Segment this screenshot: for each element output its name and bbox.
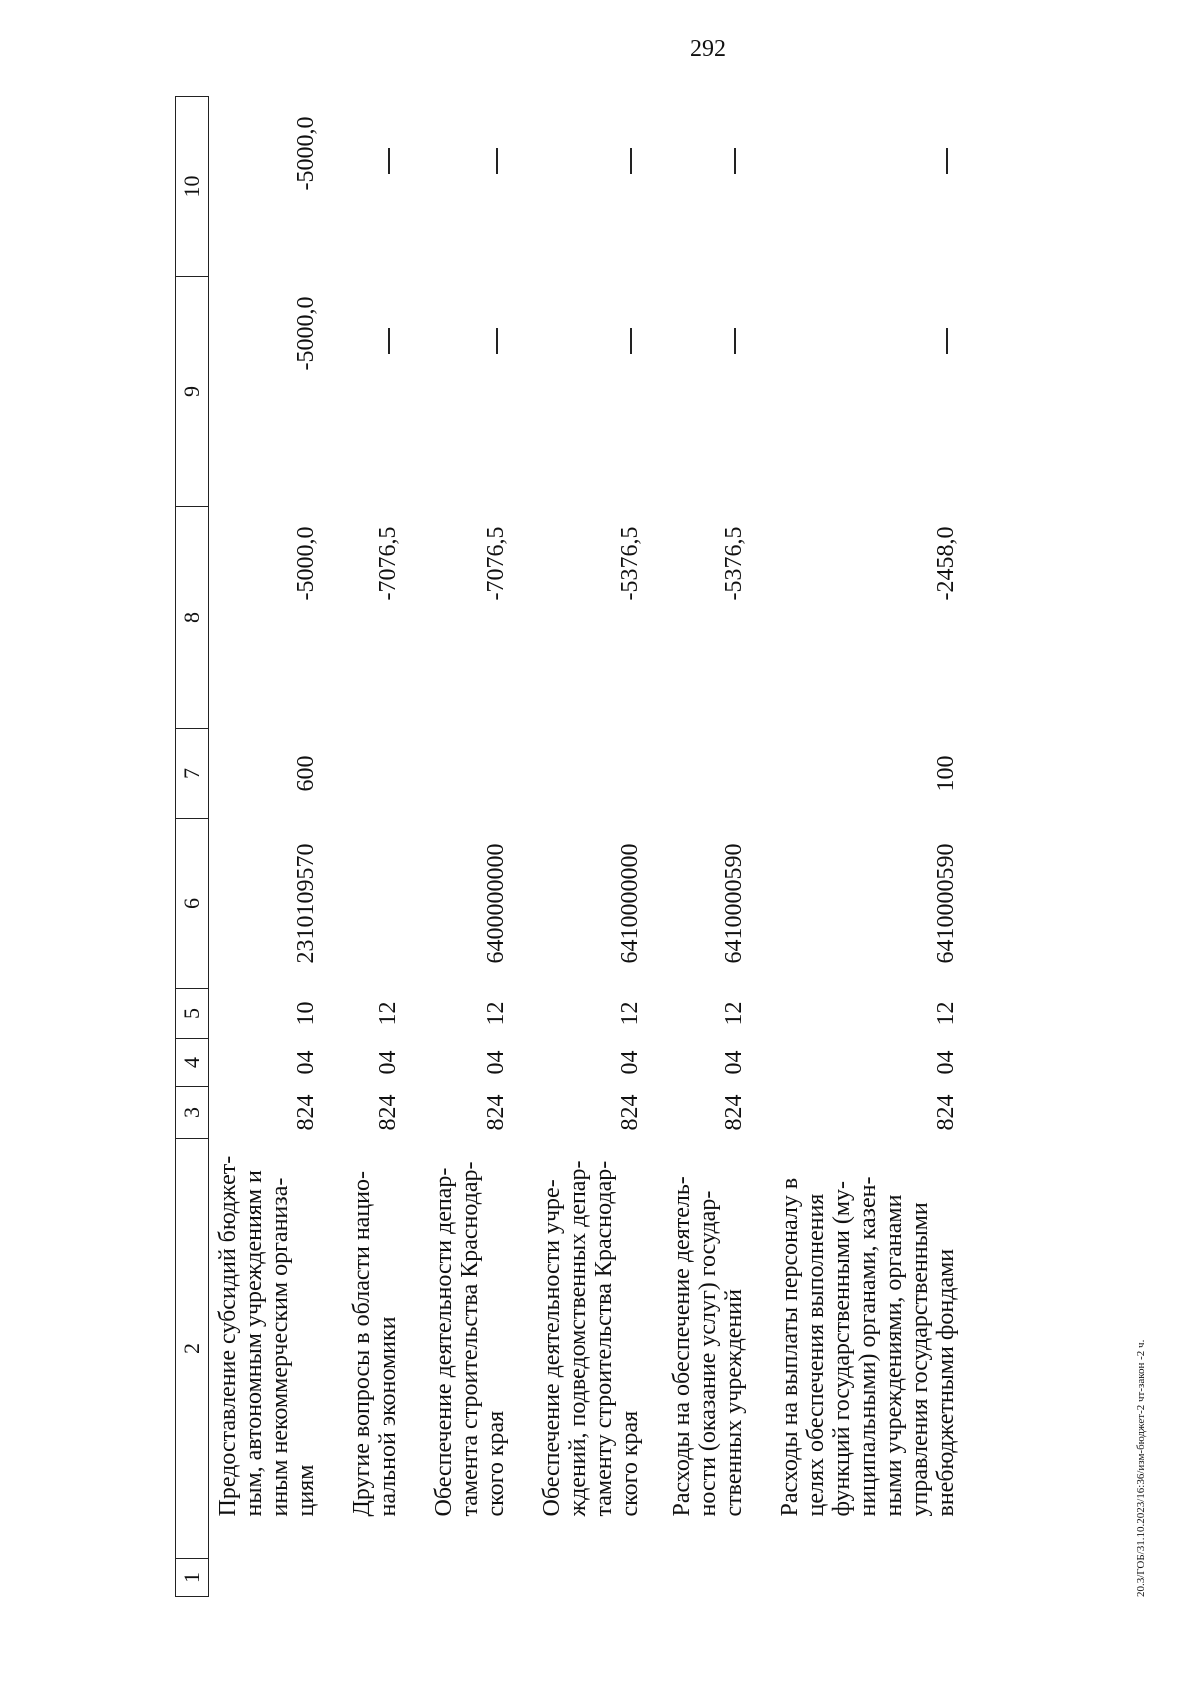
page-number: 292 bbox=[690, 36, 726, 62]
spacer-cell bbox=[747, 97, 771, 1597]
cell-col1 bbox=[425, 1559, 509, 1597]
budget-table bbox=[175, 96, 959, 1597]
cell-c8-amount: -5376,5 bbox=[617, 526, 643, 601]
cell-c8-amount: -7076,5 bbox=[375, 526, 401, 601]
cell-c6 bbox=[343, 819, 401, 989]
item-name-line: целях обеспечения выполнения bbox=[803, 1193, 829, 1517]
item-name-line: функций государственными (му- bbox=[829, 1180, 855, 1517]
col-header-9: 9 bbox=[176, 277, 209, 507]
cell-c9-dash bbox=[533, 277, 643, 507]
cell-c4: 04 bbox=[293, 1050, 319, 1075]
rotated-table-sheet bbox=[175, 97, 1135, 1597]
row-spacer bbox=[401, 97, 425, 1597]
cell-c3: 824 bbox=[721, 1094, 747, 1131]
item-name-line: нальной экономики bbox=[375, 1316, 401, 1517]
cell-c7 bbox=[533, 729, 643, 819]
table-body bbox=[209, 97, 960, 1597]
dash-mark bbox=[734, 329, 736, 355]
cell-c5: 12 bbox=[721, 1001, 747, 1026]
table-row bbox=[663, 97, 747, 1597]
cell-col1 bbox=[663, 1559, 747, 1597]
item-name-line: Расходы на выплаты персоналу в bbox=[777, 1177, 803, 1517]
col-header-2: 2 bbox=[176, 1139, 209, 1559]
item-name-line: ными учреждениями, органами bbox=[881, 1194, 907, 1517]
item-name-line: иным некоммерческим организа- bbox=[267, 1177, 293, 1517]
dash-mark bbox=[630, 329, 632, 355]
cell-c7 bbox=[663, 729, 747, 819]
col-header-8: 8 bbox=[176, 507, 209, 729]
cell-c6: 6410000590 bbox=[933, 843, 959, 964]
dash-mark bbox=[388, 149, 390, 175]
col-header-4: 4 bbox=[176, 1039, 209, 1087]
cell-c5: 12 bbox=[375, 1001, 401, 1026]
cell-c10-dash bbox=[533, 97, 643, 277]
item-name-line: Другие вопросы в области нацио- bbox=[349, 1170, 375, 1517]
table-row bbox=[343, 97, 401, 1597]
row-spacer bbox=[319, 97, 343, 1597]
cell-c10-amount: -5000,0 bbox=[293, 116, 319, 191]
cell-item-name bbox=[771, 1139, 959, 1559]
item-name-line: Расходы на обеспечение деятель- bbox=[669, 1176, 695, 1517]
cell-c8-amount: -7076,5 bbox=[483, 526, 509, 601]
cell-c10-dash bbox=[771, 97, 959, 277]
table-row bbox=[771, 97, 959, 1597]
item-name-line: Обеспечение деятельности депар- bbox=[431, 1167, 457, 1517]
item-name-line: ждений, подведомственных депар- bbox=[565, 1160, 591, 1517]
cell-c3: 824 bbox=[375, 1094, 401, 1131]
dash-mark bbox=[946, 329, 948, 355]
table-row bbox=[425, 97, 509, 1597]
cell-c9-amount: -5000,0 bbox=[293, 296, 319, 371]
cell-col1 bbox=[209, 1559, 320, 1597]
item-name-line: управления государственными bbox=[907, 1202, 933, 1517]
row-spacer bbox=[509, 97, 533, 1597]
spacer-cell bbox=[509, 97, 533, 1597]
item-name-line: тамента строительства Краснодар- bbox=[457, 1161, 483, 1517]
cell-c6: 6410000000 bbox=[617, 843, 643, 964]
cell-c9-dash bbox=[663, 277, 747, 507]
cell-c10-dash bbox=[663, 97, 747, 277]
column-number-header bbox=[176, 97, 209, 1597]
cell-c4: 04 bbox=[483, 1050, 509, 1075]
row-spacer bbox=[747, 97, 771, 1597]
cell-item-name bbox=[533, 1139, 643, 1559]
cell-c9-dash bbox=[425, 277, 509, 507]
cell-c3: 824 bbox=[293, 1094, 319, 1131]
cell-c4: 04 bbox=[721, 1050, 747, 1075]
cell-c7 bbox=[343, 729, 401, 819]
cell-c7: 600 bbox=[293, 755, 319, 792]
cell-c6: 6400000000 bbox=[483, 843, 509, 964]
item-name-line: ского края bbox=[483, 1410, 509, 1517]
cell-col1 bbox=[771, 1559, 959, 1597]
cell-c4: 04 bbox=[617, 1050, 643, 1075]
col-header-5: 5 bbox=[176, 989, 209, 1039]
dash-mark bbox=[630, 149, 632, 175]
cell-col1 bbox=[343, 1559, 401, 1597]
cell-c6: 6410000590 bbox=[721, 843, 747, 964]
cell-c3: 824 bbox=[617, 1094, 643, 1131]
cell-c9-dash bbox=[343, 277, 401, 507]
col-header-10: 10 bbox=[176, 97, 209, 277]
table-row bbox=[209, 97, 320, 1597]
cell-item-name bbox=[663, 1139, 747, 1559]
item-name-line: Обеспечение деятельности учре- bbox=[539, 1179, 565, 1517]
spacer-cell bbox=[319, 97, 343, 1597]
item-name-line: ным, автономным учреждениям и bbox=[241, 1170, 267, 1517]
cell-c7 bbox=[425, 729, 509, 819]
cell-c9-dash bbox=[771, 277, 959, 507]
cell-c5: 12 bbox=[617, 1001, 643, 1026]
cell-c10-dash bbox=[343, 97, 401, 277]
cell-c5: 10 bbox=[293, 1001, 319, 1026]
cell-c7: 100 bbox=[933, 755, 959, 792]
cell-c3: 824 bbox=[933, 1094, 959, 1131]
col-header-3: 3 bbox=[176, 1087, 209, 1139]
cell-c5: 12 bbox=[933, 1001, 959, 1026]
footer-stamp: 20.3/ГОБ/31.10.2023/16:36/изм-бюджет-2 чт-закон -2 ч. bbox=[1135, 1339, 1147, 1597]
item-name-line: Предоставление субсидий бюджет- bbox=[215, 1155, 241, 1517]
cell-c6: 2310109570 bbox=[293, 843, 319, 964]
item-name-line: ственных учреждений bbox=[721, 1289, 747, 1517]
dash-mark bbox=[496, 329, 498, 355]
dash-mark bbox=[388, 329, 390, 355]
cell-c8-amount: -5000,0 bbox=[293, 526, 319, 601]
cell-item-name bbox=[209, 1139, 320, 1559]
cell-c5: 12 bbox=[483, 1001, 509, 1026]
row-spacer bbox=[643, 97, 663, 1597]
dash-mark bbox=[946, 149, 948, 175]
cell-c10-dash bbox=[425, 97, 509, 277]
cell-c3: 824 bbox=[483, 1094, 509, 1131]
cell-c8-amount: -2458,0 bbox=[933, 526, 959, 601]
item-name-line: таменту строительства Краснодар- bbox=[591, 1160, 617, 1517]
dash-mark bbox=[734, 149, 736, 175]
col-header-7: 7 bbox=[176, 729, 209, 819]
cell-item-name bbox=[425, 1139, 509, 1559]
spacer-cell bbox=[401, 97, 425, 1597]
dash-mark bbox=[496, 149, 498, 175]
col-header-1: 1 bbox=[176, 1559, 209, 1597]
table-row bbox=[533, 97, 643, 1597]
item-name-line: внебюджетными фондами bbox=[933, 1248, 959, 1517]
item-name-line: ности (оказание услуг) государ- bbox=[695, 1190, 721, 1517]
col-header-6: 6 bbox=[176, 819, 209, 989]
item-name-line: ниципальными) органами, казен- bbox=[855, 1176, 881, 1517]
item-name-line: циям bbox=[293, 1464, 319, 1517]
cell-c4: 04 bbox=[933, 1050, 959, 1075]
cell-c4: 04 bbox=[375, 1050, 401, 1075]
cell-col1 bbox=[533, 1559, 643, 1597]
spacer-cell bbox=[643, 97, 663, 1597]
cell-item-name bbox=[343, 1139, 401, 1559]
cell-c8-amount: -5376,5 bbox=[721, 526, 747, 601]
item-name-line: ского края bbox=[617, 1410, 643, 1517]
